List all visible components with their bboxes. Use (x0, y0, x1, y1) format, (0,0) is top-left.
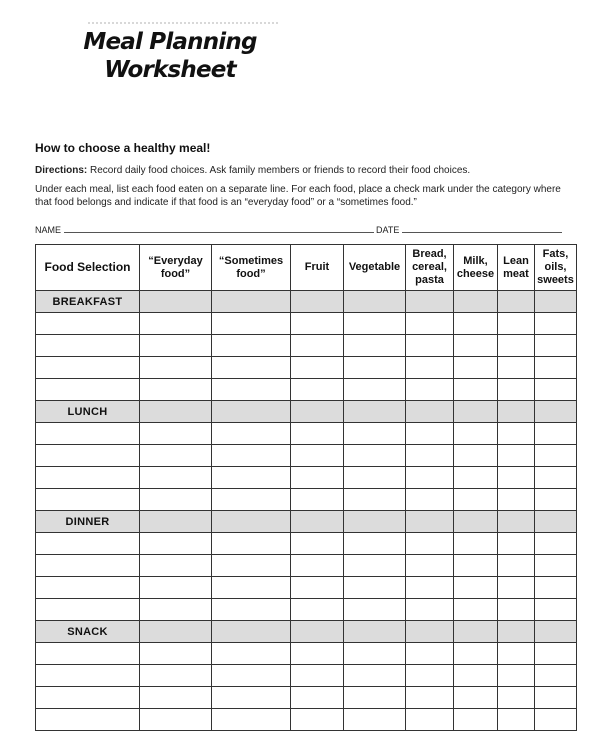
check-cell[interactable] (498, 467, 535, 489)
check-cell[interactable] (535, 445, 577, 467)
section-cell (291, 401, 344, 423)
check-cell[interactable] (140, 445, 212, 467)
check-cell[interactable] (454, 687, 498, 709)
check-cell[interactable] (140, 687, 212, 709)
section-cell (406, 401, 454, 423)
column-header: Bread, cereal, pasta (406, 245, 454, 291)
check-cell[interactable] (454, 445, 498, 467)
table-row (36, 489, 577, 511)
section-cell (498, 291, 535, 313)
check-cell[interactable] (498, 687, 535, 709)
check-cell[interactable] (140, 335, 212, 357)
check-cell[interactable] (344, 489, 406, 511)
check-cell[interactable] (454, 313, 498, 335)
check-cell[interactable] (212, 357, 291, 379)
check-cell[interactable] (454, 555, 498, 577)
check-cell[interactable] (406, 709, 454, 731)
check-cell[interactable] (406, 643, 454, 665)
check-cell[interactable] (454, 533, 498, 555)
table-row (36, 423, 577, 445)
section-cell (498, 401, 535, 423)
section-cell (212, 621, 291, 643)
section-cell (140, 401, 212, 423)
name-label: NAME (35, 225, 62, 235)
table-row (36, 445, 577, 467)
table-row (36, 335, 577, 357)
check-cell[interactable] (498, 555, 535, 577)
section-cell (344, 401, 406, 423)
section-cell (498, 621, 535, 643)
check-cell[interactable] (140, 709, 212, 731)
table-row (36, 665, 577, 687)
check-cell[interactable] (454, 489, 498, 511)
check-cell[interactable] (406, 313, 454, 335)
check-cell[interactable] (140, 313, 212, 335)
check-cell[interactable] (406, 489, 454, 511)
check-cell[interactable] (498, 665, 535, 687)
section-cell (454, 621, 498, 643)
check-cell[interactable] (498, 643, 535, 665)
column-header: “Sometimes food” (212, 245, 291, 291)
section-cell (454, 291, 498, 313)
section-cell (291, 621, 344, 643)
table-row (36, 709, 577, 731)
section-cell (140, 621, 212, 643)
table-row (36, 577, 577, 599)
check-cell[interactable] (212, 577, 291, 599)
column-header: Vegetable (344, 245, 406, 291)
check-cell[interactable] (212, 709, 291, 731)
check-cell[interactable] (454, 665, 498, 687)
check-cell[interactable] (140, 357, 212, 379)
check-cell[interactable] (212, 489, 291, 511)
check-cell[interactable] (535, 709, 577, 731)
table-row (36, 555, 577, 577)
food-entry-cell[interactable] (36, 643, 140, 665)
directions-label: Directions: (35, 165, 88, 176)
check-cell[interactable] (212, 467, 291, 489)
check-cell[interactable] (212, 643, 291, 665)
section-cell (454, 401, 498, 423)
check-cell[interactable] (140, 489, 212, 511)
check-cell[interactable] (291, 489, 344, 511)
check-cell[interactable] (454, 357, 498, 379)
check-cell[interactable] (140, 599, 212, 621)
check-cell[interactable] (344, 643, 406, 665)
check-cell[interactable] (344, 599, 406, 621)
instructions-text: Under each meal, list each food eaten on a separate line. For each food, place a check mark under the category where that food belongs and indicate if that food is an “everyday food” or a “sometimes food.” (35, 184, 561, 208)
check-cell[interactable] (498, 489, 535, 511)
column-header: Fruit (291, 245, 344, 291)
check-cell[interactable] (344, 423, 406, 445)
check-cell[interactable] (406, 599, 454, 621)
check-cell[interactable] (212, 423, 291, 445)
table-row (36, 643, 577, 665)
check-cell[interactable] (291, 423, 344, 445)
check-cell[interactable] (454, 577, 498, 599)
table-header-row (36, 245, 577, 291)
directions-body: Record daily food choices. Ask family members or friends to record their food choices. (87, 165, 471, 176)
food-entry-cell[interactable] (36, 533, 140, 555)
check-cell[interactable] (212, 665, 291, 687)
name-date-row (35, 224, 575, 235)
check-cell[interactable] (406, 445, 454, 467)
check-cell[interactable] (535, 313, 577, 335)
check-cell[interactable] (291, 335, 344, 357)
table-row (36, 533, 577, 555)
date-field[interactable] (402, 224, 562, 233)
check-cell[interactable] (454, 643, 498, 665)
check-cell[interactable] (212, 379, 291, 401)
check-cell[interactable] (535, 665, 577, 687)
check-cell[interactable] (498, 445, 535, 467)
section-row (36, 291, 577, 313)
section-cell (291, 291, 344, 313)
section-cell (344, 291, 406, 313)
table-row (36, 687, 577, 709)
food-entry-cell[interactable] (36, 489, 140, 511)
check-cell[interactable] (498, 599, 535, 621)
section-cell (535, 511, 577, 533)
check-cell[interactable] (291, 379, 344, 401)
column-header: “Everyday food” (140, 245, 212, 291)
check-cell[interactable] (344, 687, 406, 709)
check-cell[interactable] (535, 643, 577, 665)
check-cell[interactable] (291, 357, 344, 379)
check-cell[interactable] (344, 533, 406, 555)
section-cell (140, 511, 212, 533)
section-row (36, 401, 577, 423)
check-cell[interactable] (498, 533, 535, 555)
check-cell[interactable] (344, 357, 406, 379)
food-entry-cell[interactable] (36, 555, 140, 577)
check-cell[interactable] (212, 555, 291, 577)
section-cell (212, 291, 291, 313)
check-cell[interactable] (140, 555, 212, 577)
check-cell[interactable] (344, 379, 406, 401)
directions-text (35, 164, 575, 177)
check-cell[interactable] (498, 335, 535, 357)
check-cell[interactable] (291, 599, 344, 621)
section-cell (140, 291, 212, 313)
check-cell[interactable] (498, 709, 535, 731)
column-header: Milk, cheese (454, 245, 498, 291)
check-cell[interactable] (535, 555, 577, 577)
check-cell[interactable] (212, 445, 291, 467)
food-entry-cell[interactable] (36, 445, 140, 467)
food-entry-cell[interactable] (36, 335, 140, 357)
worksheet-title (70, 28, 270, 84)
check-cell[interactable] (535, 335, 577, 357)
check-cell[interactable] (498, 423, 535, 445)
column-header: Fats, oils, sweets (535, 245, 577, 291)
check-cell[interactable] (291, 555, 344, 577)
meal-table (35, 244, 577, 731)
food-entry-cell[interactable] (36, 599, 140, 621)
food-entry-cell[interactable] (36, 313, 140, 335)
check-cell[interactable] (535, 599, 577, 621)
food-entry-cell[interactable] (36, 423, 140, 445)
check-cell[interactable] (535, 467, 577, 489)
check-cell[interactable] (535, 577, 577, 599)
check-cell[interactable] (291, 577, 344, 599)
section-heading: How to choose a healthy meal! (35, 141, 211, 155)
column-header: Food Selection (36, 245, 140, 291)
check-cell[interactable] (291, 709, 344, 731)
section-label: BREAKFAST (36, 291, 140, 313)
food-entry-cell[interactable] (36, 357, 140, 379)
check-cell[interactable] (291, 445, 344, 467)
check-cell[interactable] (212, 533, 291, 555)
check-cell[interactable] (291, 533, 344, 555)
check-cell[interactable] (498, 379, 535, 401)
check-cell[interactable] (454, 379, 498, 401)
check-cell[interactable] (406, 357, 454, 379)
section-cell (535, 621, 577, 643)
check-cell[interactable] (291, 687, 344, 709)
section-cell (212, 511, 291, 533)
table-row (36, 467, 577, 489)
check-cell[interactable] (140, 665, 212, 687)
table-row (36, 599, 577, 621)
check-cell[interactable] (291, 643, 344, 665)
table-row (36, 357, 577, 379)
check-cell[interactable] (406, 423, 454, 445)
section-cell (406, 511, 454, 533)
check-cell[interactable] (406, 687, 454, 709)
check-cell[interactable] (140, 643, 212, 665)
food-entry-cell[interactable] (36, 687, 140, 709)
check-cell[interactable] (535, 357, 577, 379)
section-label: LUNCH (36, 401, 140, 423)
check-cell[interactable] (140, 467, 212, 489)
check-cell[interactable] (498, 577, 535, 599)
food-entry-cell[interactable] (36, 709, 140, 731)
check-cell[interactable] (498, 313, 535, 335)
section-cell (291, 511, 344, 533)
check-cell[interactable] (406, 577, 454, 599)
check-cell[interactable] (291, 665, 344, 687)
check-cell[interactable] (212, 335, 291, 357)
food-entry-cell[interactable] (36, 577, 140, 599)
check-cell[interactable] (406, 467, 454, 489)
check-cell[interactable] (406, 379, 454, 401)
check-cell[interactable] (344, 665, 406, 687)
food-entry-cell[interactable] (36, 379, 140, 401)
table-row (36, 313, 577, 335)
section-cell (498, 511, 535, 533)
check-cell[interactable] (454, 599, 498, 621)
section-cell (344, 621, 406, 643)
section-cell (344, 511, 406, 533)
name-field[interactable] (64, 224, 374, 233)
date-label: DATE (376, 225, 400, 235)
check-cell[interactable] (344, 467, 406, 489)
check-cell[interactable] (535, 687, 577, 709)
section-cell (535, 291, 577, 313)
section-row (36, 621, 577, 643)
check-cell[interactable] (406, 335, 454, 357)
food-entry-cell[interactable] (36, 467, 140, 489)
check-cell[interactable] (344, 335, 406, 357)
food-entry-cell[interactable] (36, 665, 140, 687)
section-cell (406, 621, 454, 643)
check-cell[interactable] (212, 313, 291, 335)
check-cell[interactable] (291, 467, 344, 489)
check-cell[interactable] (344, 555, 406, 577)
check-cell[interactable] (344, 313, 406, 335)
check-cell[interactable] (140, 379, 212, 401)
section-label: DINNER (36, 511, 140, 533)
check-cell[interactable] (406, 533, 454, 555)
section-cell (406, 291, 454, 313)
section-row (36, 511, 577, 533)
check-cell[interactable] (454, 335, 498, 357)
section-cell (212, 401, 291, 423)
check-cell[interactable] (344, 445, 406, 467)
check-cell[interactable] (344, 577, 406, 599)
check-cell[interactable] (140, 533, 212, 555)
title-line-2: Worksheet (104, 57, 236, 83)
section-cell (535, 401, 577, 423)
check-cell[interactable] (535, 423, 577, 445)
check-cell[interactable] (140, 423, 212, 445)
check-cell[interactable] (140, 577, 212, 599)
check-cell[interactable] (454, 423, 498, 445)
check-cell[interactable] (535, 379, 577, 401)
check-cell[interactable] (454, 709, 498, 731)
title-line-1: Meal Planning (83, 29, 257, 55)
section-label: SNACK (36, 621, 140, 643)
check-cell[interactable] (344, 709, 406, 731)
check-cell[interactable] (454, 467, 498, 489)
check-cell[interactable] (212, 687, 291, 709)
table-row (36, 379, 577, 401)
check-cell[interactable] (291, 313, 344, 335)
section-cell (454, 511, 498, 533)
check-cell[interactable] (535, 489, 577, 511)
check-cell[interactable] (212, 599, 291, 621)
decorative-rule (88, 22, 278, 24)
check-cell[interactable] (498, 357, 535, 379)
column-header: Lean meat (498, 245, 535, 291)
check-cell[interactable] (535, 533, 577, 555)
check-cell[interactable] (406, 665, 454, 687)
check-cell[interactable] (406, 555, 454, 577)
